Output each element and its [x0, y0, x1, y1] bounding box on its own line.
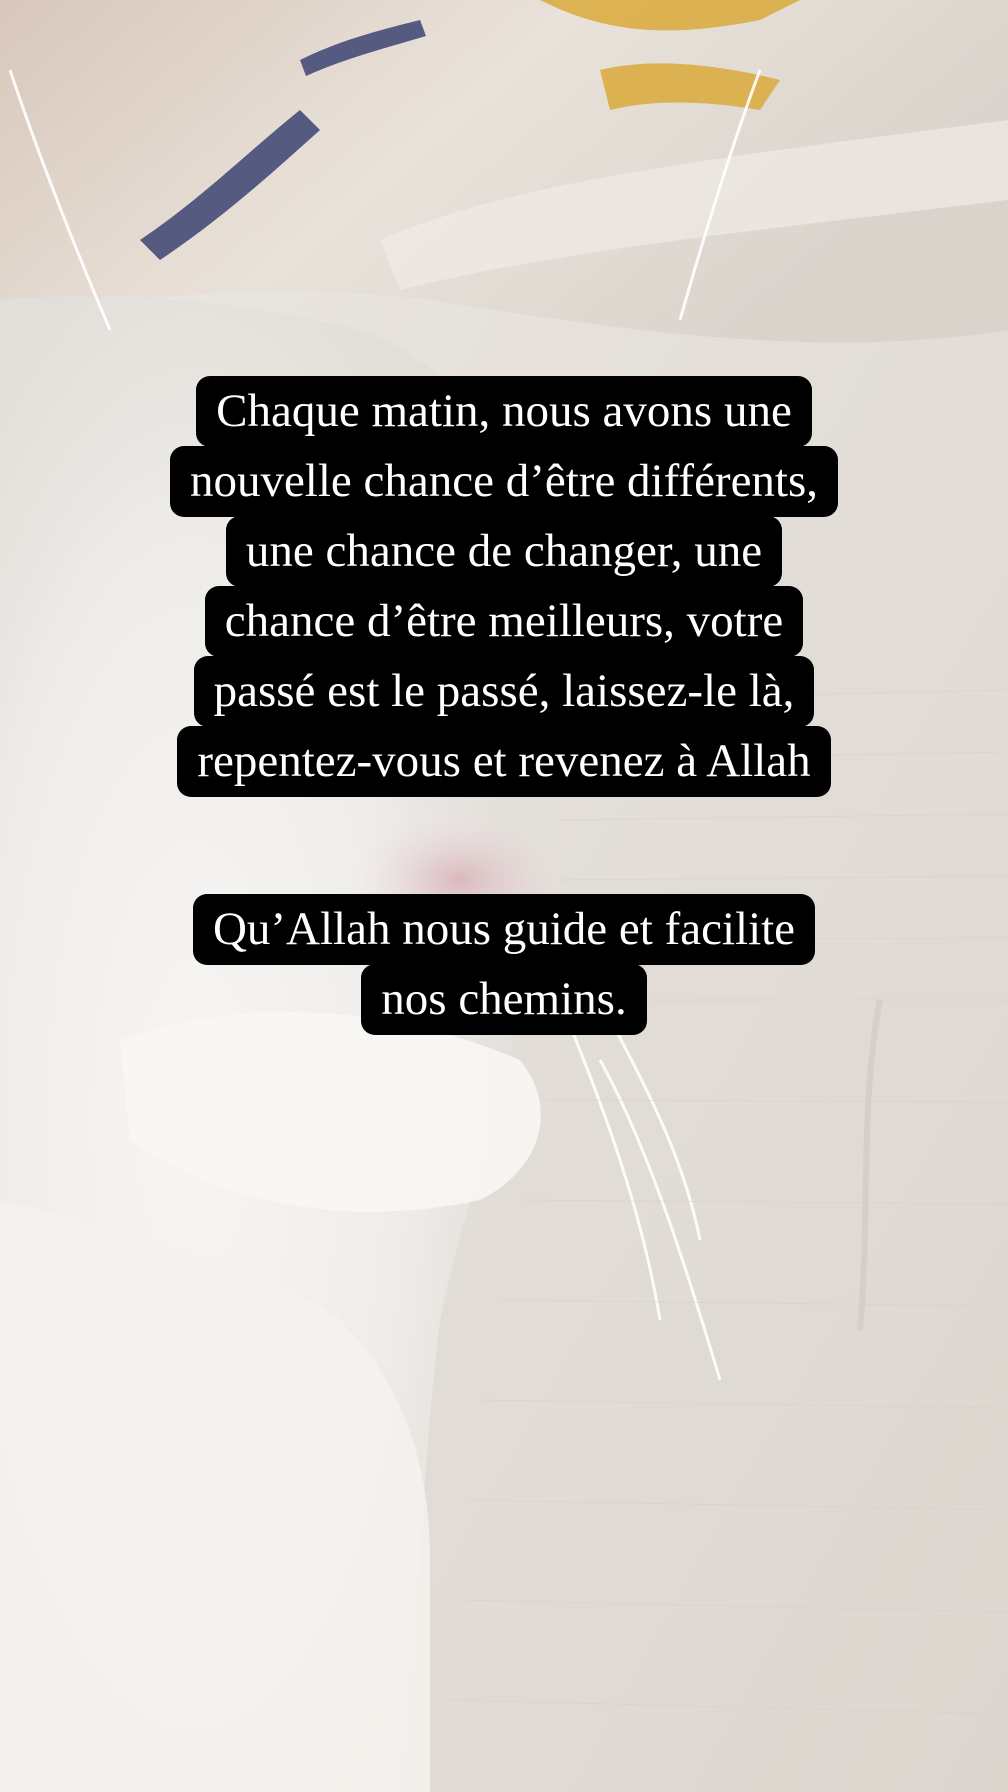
caption-prayer-line: nos chemins.: [361, 964, 646, 1035]
caption-main-line: une chance de changer, une: [226, 516, 782, 587]
caption-main: [0, 376, 1008, 797]
caption-main-line: nouvelle chance d’être différents,: [170, 446, 838, 517]
caption-prayer: [0, 894, 1008, 1035]
caption-main-line: passé est le passé, laissez-le là,: [194, 656, 815, 727]
caption-prayer-line: Qu’Allah nous guide et facilite: [193, 894, 815, 965]
caption-main-line: chance d’être meilleurs, votre: [205, 586, 804, 657]
caption-main-line: Chaque matin, nous avons une: [196, 376, 812, 447]
caption-main-line: repentez-vous et revenez à Allah: [177, 726, 830, 797]
